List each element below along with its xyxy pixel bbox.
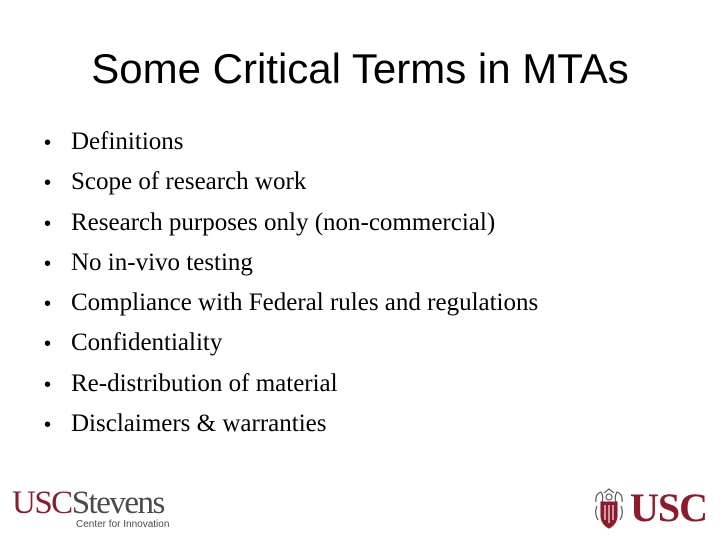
bullet-icon: • <box>44 212 52 235</box>
slide-title: Some Critical Terms in MTAs <box>91 45 629 92</box>
bullet-text: Compliance with Federal rules and regulations <box>71 289 539 317</box>
bullet-icon: • <box>44 293 52 316</box>
usc-seal-icon <box>592 488 626 530</box>
bullet-text: Re-distribution of material <box>71 369 338 397</box>
bullet-text: Confidentiality <box>71 329 223 357</box>
bullet-text: No in-vivo testing <box>71 248 253 276</box>
list-item <box>44 249 704 289</box>
list-item <box>44 168 704 208</box>
list-item <box>44 289 704 329</box>
bullet-icon: • <box>44 333 52 356</box>
bullet-icon: • <box>44 132 52 154</box>
bullet-list <box>44 128 704 450</box>
bullet-text: Disclaimers & warranties <box>71 410 327 438</box>
usc-stevens-wordmark <box>12 486 164 520</box>
usc-wordmark: USC <box>630 485 708 530</box>
list-item <box>44 128 704 168</box>
list-item <box>44 209 704 249</box>
list-item <box>44 329 704 369</box>
bullet-text: Scope of research work <box>71 168 307 196</box>
list-item <box>44 410 704 450</box>
usc-stevens-logo <box>12 486 182 534</box>
bullet-text: Research purposes only (non-commercial) <box>71 208 496 236</box>
bullet-icon: • <box>44 373 52 396</box>
usc-wordmark-part: USC <box>12 485 72 521</box>
list-item <box>44 370 704 410</box>
usc-logo <box>592 485 708 530</box>
bullet-icon: • <box>44 172 52 195</box>
stevens-wordmark-part: Stevens <box>71 485 164 521</box>
bullet-icon: • <box>44 252 52 275</box>
bullet-text: Definitions <box>71 128 184 155</box>
logo-tagline: Center for Innovation <box>76 519 170 530</box>
bullet-icon: • <box>44 414 52 437</box>
